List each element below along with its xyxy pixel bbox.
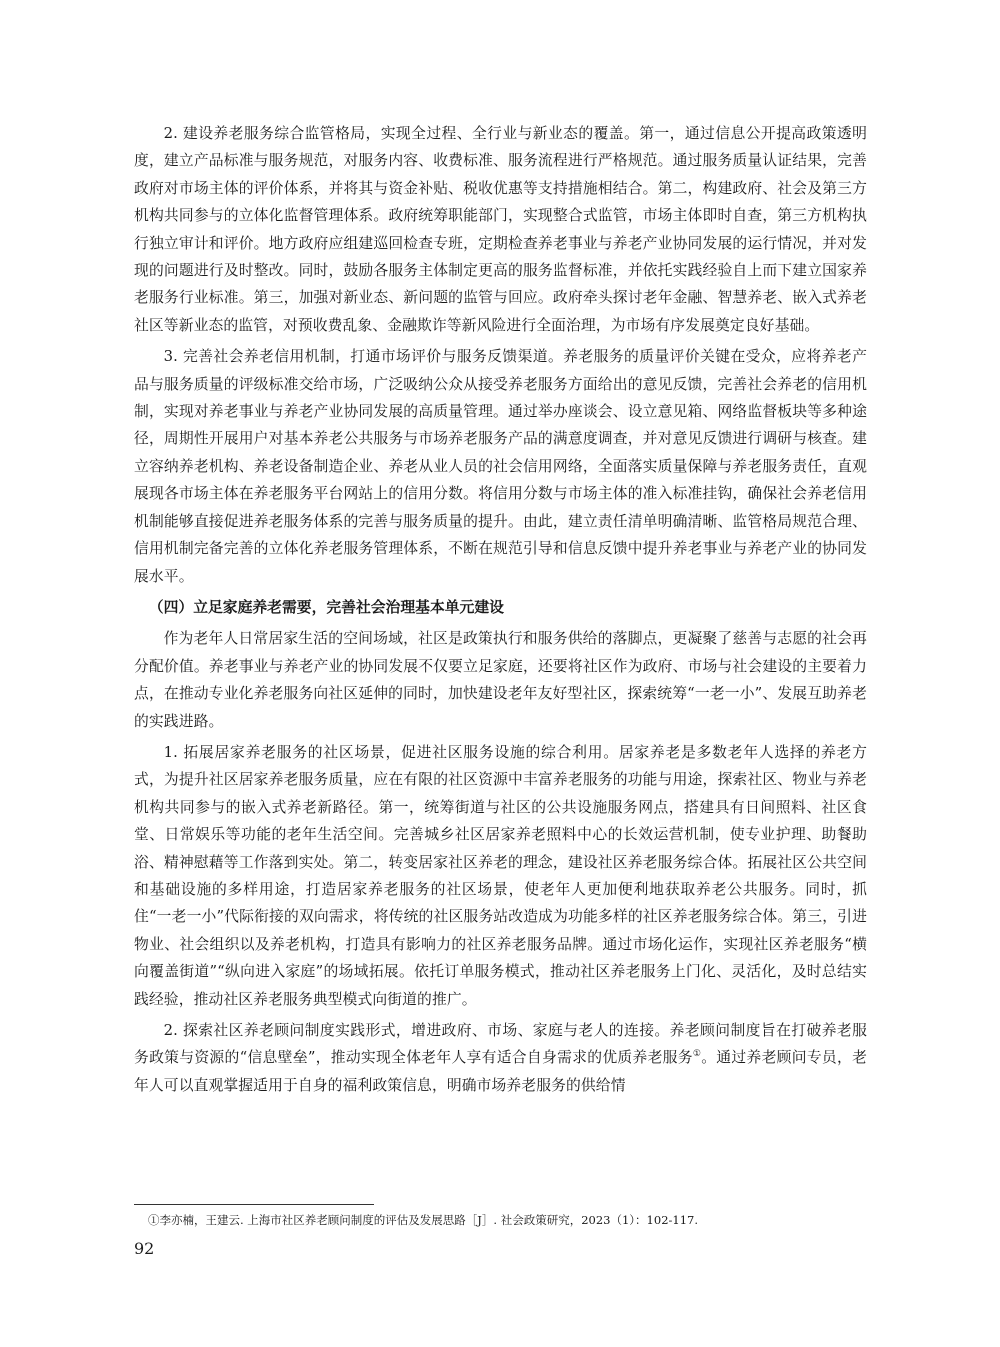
paragraph-elderly-advisor <box>134 1017 867 1099</box>
page-number: 92 <box>134 1239 155 1258</box>
paragraph-text-part-2: 。通过养老顾问专员，老年人可以直观掌握适用于自身的福利政策信息，明确市场养老服务的供给情 <box>134 1049 867 1094</box>
paragraph-home-care-scenarios: 1. 拓展居家养老服务的社区场景，促进社区服务设施的综合利用。居家养老是多数老年人选择的养老方式，为提升社区居家养老服务质量，应在有限的社区资源中丰富养老服务的功能与用途，探索社区、物业与养老机构共同参与的嵌入式养老新路径。第一，统筹街道与社区的公共设施服务网点，搭建具有日间照料、社区食堂、日常娱乐等功能的老年生活空间。完善城乡社区居家养老照料中心的长效运营机制，使专业护理、助餐助浴、精神慰藉等工作落到实处。第二，转变居家社区养老的理念，建设社区养老服务综合体。拓展社区公共空间和基础设施的多样用途，打造居家养老服务的社区场景，使老年人更加便利地获取养老公共服务。同时，抓住“一老一小”代际衔接的双向需求，将传统的社区服务站改造成为功能多样的社区养老服务综合体。第三，引进物业、社会组织以及养老机构，打造具有影响力的社区养老服务品牌。通过市场化运作，实现社区养老服务“横向覆盖街道”“纵向进入家庭”的场域拓展。依托订单服务模式，推动社区养老服务上门化、灵活化，及时总结实践经验，推动社区养老服务典型模式向街道的推广。 <box>134 743 867 1008</box>
footnote: ①李亦楠，王建云. 上海市社区养老顾问制度的评估及发展思路［J］. 社会政策研究，2023（1）：102-117. <box>148 1213 699 1227</box>
footnote-reference[interactable]: ① <box>692 1049 702 1060</box>
paragraph-community-intro: 作为老年人日常居家生活的空间场域，社区是政策执行和服务供给的落脚点，更凝聚了慈善与志愿的社会再分配价值。养老事业与养老产业的协同发展不仅要立足家庭，还要将社区作为政府、市场与社会建设的主要着力点，在推动专业化养老服务向社区延伸的同时，加快建设老年友好型社区，探索统筹“一老一小”、发展互助养老的实践进路。 <box>134 630 867 730</box>
footnote-divider <box>134 1204 374 1205</box>
article-body <box>134 120 867 1103</box>
paragraph-text-part-1: 2. 探索社区养老顾问制度实践形式，增进政府、市场、家庭与老人的连接。养老顾问制度旨在打破养老服务政策与资源的“信息壁垒”，推动实现全体老年人享有适合自身需求的优质养老服务 <box>134 1022 867 1067</box>
paragraph-regulatory-framework: 2. 建设养老服务综合监管格局，实现全过程、全行业与新业态的覆盖。第一，通过信息公开提高政策透明度，建立产品标准与服务规范，对服务内容、收费标准、服务流程进行严格规范。通过服务质量认证结果，完善政府对市场主体的评价体系，并将其与资金补贴、税收优惠等支持措施相结合。第二，构建政府、社会及第三方机构共同参与的立体化监督管理体系。政府统筹职能部门，实现整合式监管，市场主体即时自查，第三方机构执行独立审计和评价。地方政府应组建巡回检查专班，定期检查养老事业与养老产业协同发展的运行情况，并对发现的问题进行及时整改。同时，鼓励各服务主体制定更高的服务监督标准，并依托实践经验自上而下建立国家养老服务行业标准。第三，加强对新业态、新问题的监管与回应。政府牵头探讨老年金融、智慧养老、嵌入式养老社区等新业态的监管，对预收费乱象、金融欺诈等新风险进行全面治理，为市场有序发展奠定良好基础。 <box>134 125 867 334</box>
section-heading: （四）立足家庭养老需要，完善社会治理基本单元建设 <box>148 598 504 616</box>
paragraph-credit-mechanism: 3. 完善社会养老信用机制，打通市场评价与服务反馈渠道。养老服务的质量评价关键在受众，应将养老产品与服务质量的评级标准交给市场，广泛吸纳公众从接受养老服务方面给出的意见反馈，完善社会养老的信用机制，实现对养老事业与养老产业协同发展的高质量管理。通过举办座谈会、设立意见箱、网络监督板块等多种途径，周期性开展用户对基本养老公共服务与市场养老服务产品的满意度调查，并对意见反馈进行调研与核查。建立容纳养老机构、养老设备制造企业、养老从业人员的社会信用网络，全面落实质量保障与养老服务责任，直观展现各市场主体在养老服务平台网站上的信用分数。将信用分数与市场主体的准入标准挂钩，确保社会养老信用机制能够直接促进养老服务体系的完善与服务质量的提升。由此，建立责任清单明确清晰、监管格局规范合理、信用机制完备完善的立体化养老服务管理体系，不断在规范引导和信息反馈中提升养老事业与养老产业的协同发展水平。 <box>134 348 867 585</box>
